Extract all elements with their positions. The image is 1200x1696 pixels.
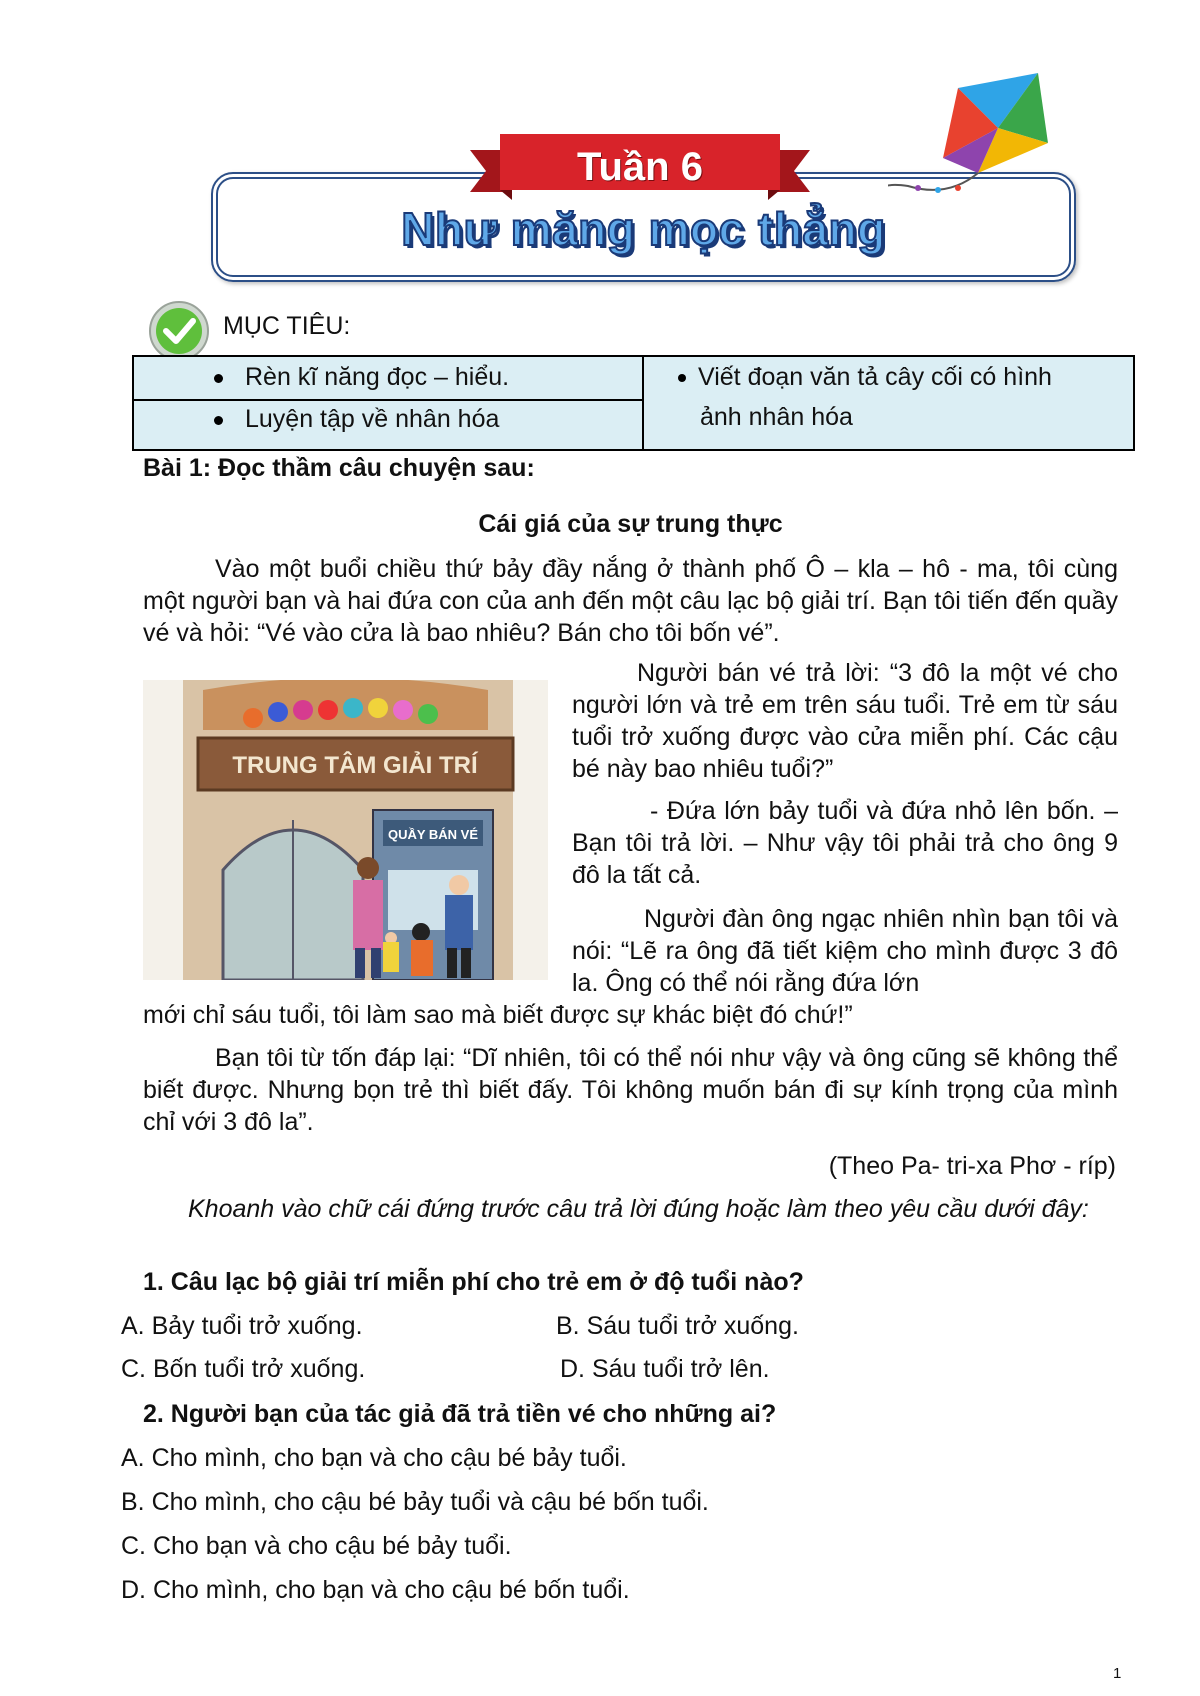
story-paragraph: Vào một buổi chiều thứ bảy đầy nắng ở thành phố Ô – kla – hô - ma, tôi cùng một người bạn và hai đứa con của anh đến một câu lạc bộ giải trí. Bạn tôi tiến đến quầy vé và hỏi: “Vé vào cửa là bao nhiêu? Bán cho tôi bốn vé”. [143,555,1118,647]
story-title: Cái giá của sự trung thực [478,510,783,538]
illustration-sign-text: TRUNG TÂM GIẢI TRÍ [232,752,478,779]
story-paragraph: Người đàn ông ngạc nhiên nhìn bạn tôi và nói: “Lẽ ra ông đã tiết kiệm cho mình được 3 đô la. Ông có thể nói rằng đứa lớn [572,905,1118,997]
answer-option[interactable]: C. Bốn tuổi trở xuống. [121,1355,366,1383]
answer-option[interactable]: B. Cho mình, cho cậu bé bảy tuổi và cậu bé bốn tuổi. [121,1488,709,1516]
objectives-table [132,355,1135,451]
story-paragraph: Bạn tôi từ tốn đáp lại: “Dĩ nhiên, tôi có thể nói như vậy và ông cũng sẽ không thể biết được. Nhưng bọn trẻ thì biết đấy. Tôi không muốn bán đi sự kính trọng của mình chỉ với 3 đô la”. [143,1044,1118,1136]
story-source: (Theo Pa- tri-xa Phơ - ríp) [828,1152,1116,1180]
page-number: 1 [1113,1665,1122,1682]
story-paragraph: - Đứa lớn bảy tuổi và đứa nhỏ lên bốn. – Bạn tôi trả lời. – Như vậy tôi phải trả cho ông 9 đô la tất cả. [572,797,1118,889]
objective-item: Rèn kĩ năng đọc – hiểu. [214,363,509,392]
page-title: Như măng mọc thẳng [401,203,886,255]
week-label: Tuần 6 [577,145,703,189]
check-icon [148,300,210,362]
objective-item: Viết đoạn văn tả cây cối có hình [678,363,1052,392]
instruction: Khoanh vào chữ cái đứng trước câu trả lời đúng hoặc làm theo yêu cầu dưới đây: [188,1195,1089,1223]
entertainment-center-illustration [143,680,548,980]
story-paragraph: Người bán vé trả lời: “3 đô la một vé cho người lớn và trẻ em trên sáu tuổi. Trẻ em từ sáu tuổi trở xuống được vào cửa miễn phí. Các cậu bé này bao nhiêu tuổi?” [572,659,1118,783]
story-paragraph-end: mới chỉ sáu tuổi, tôi làm sao mà biết được sự khác biệt đó chứ!” [143,1001,853,1029]
answer-option[interactable]: D. Sáu tuổi trở lên. [560,1355,770,1383]
answer-option[interactable]: B. Sáu tuổi trở xuống. [556,1312,799,1340]
question-2: 2. Người bạn của tác giả đã trả tiền vé cho những ai? [143,1400,777,1428]
exercise-heading: Bài 1: Đọc thầm câu chuyện sau: [143,454,535,482]
illustration-booth-text: QUẦY BÁN VÉ [387,827,479,842]
answer-option[interactable]: A. Cho mình, cho bạn và cho cậu bé bảy tuổi. [121,1444,627,1472]
kite-icon [888,68,1058,218]
question-1: 1. Câu lạc bộ giải trí miễn phí cho trẻ em ở độ tuổi nào? [143,1268,804,1296]
answer-option[interactable]: A. Bảy tuổi trở xuống. [121,1312,363,1340]
objectives-label: MỤC TIÊU: [223,312,351,340]
answer-option[interactable]: C. Cho bạn và cho cậu bé bảy tuổi. [121,1532,512,1560]
objective-item-continued: ảnh nhân hóa [700,403,853,431]
objective-item: Luyện tập về nhân hóa [214,405,499,434]
answer-option[interactable]: D. Cho mình, cho bạn và cho cậu bé bốn tuổi. [121,1576,630,1604]
